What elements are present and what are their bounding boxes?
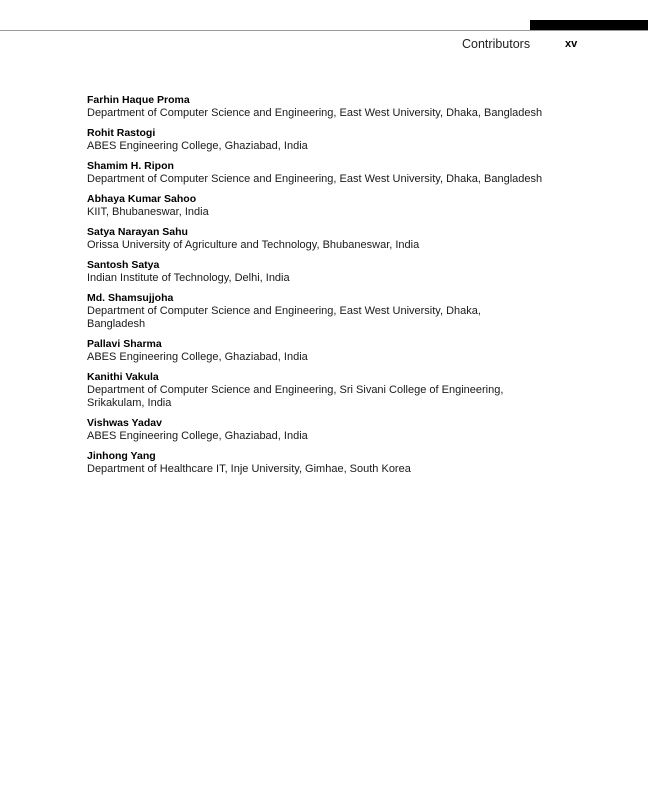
contributor-entry (87, 226, 577, 252)
page-number: xv (565, 38, 578, 50)
contributor-affiliation: KIIT, Bhubaneswar, India (87, 206, 209, 218)
contributor-affiliation: ABES Engineering College, Ghaziabad, India (87, 430, 308, 442)
contributor-entry (87, 127, 577, 153)
contributor-affiliation: ABES Engineering College, Ghaziabad, India (87, 351, 308, 363)
contributor-entry (87, 417, 577, 443)
contributor-entry (87, 371, 577, 410)
contributor-affiliation: Indian Institute of Technology, Delhi, India (87, 272, 290, 284)
contributor-entry (87, 193, 577, 219)
contributor-name: Shamim H. Ripon (87, 160, 174, 172)
contributor-entry (87, 338, 577, 364)
contributor-name: Pallavi Sharma (87, 338, 162, 350)
running-head: Contributors (462, 37, 531, 51)
contributor-name: Farhin Haque Proma (87, 94, 190, 106)
contributor-entry (87, 160, 577, 186)
header-rule (0, 30, 648, 31)
contributor-name: Jinhong Yang (87, 450, 156, 462)
contributor-name: Vishwas Yadav (87, 417, 162, 429)
contributor-affiliation: Department of Healthcare IT, Inje University, Gimhae, South Korea (87, 463, 411, 475)
contributor-entry (87, 292, 577, 331)
contributor-affiliation: ABES Engineering College, Ghaziabad, India (87, 140, 308, 152)
contributor-affiliation: Department of Computer Science and Engineering, East West University, Dhaka, Bangladesh (87, 107, 543, 119)
contributor-affiliation: Department of Computer Science and Engineering, East West University, Dhaka, Bangladesh (87, 173, 543, 185)
contributor-name: Satya Narayan Sahu (87, 226, 188, 238)
contributor-affiliation: Orissa University of Agriculture and Technology, Bhubaneswar, India (87, 239, 420, 251)
contributor-entry (87, 450, 577, 476)
contributor-name: Md. Shamsujjoha (87, 292, 174, 304)
contributor-name: Abhaya Kumar Sahoo (87, 193, 197, 205)
contributor-affiliation: Department of Computer Science and Engineering, Sri Sivani College of Engineering, Srikakulam, India (87, 384, 504, 409)
contributor-list (87, 94, 577, 483)
contributor-entry (87, 94, 577, 120)
contributor-affiliation: Department of Computer Science and Engineering, East West University, Dhaka, Bangladesh (87, 305, 481, 330)
contributor-name: Santosh Satya (87, 259, 160, 271)
contributor-name: Rohit Rastogi (87, 127, 156, 139)
contributor-name: Kanithi Vakula (87, 371, 159, 383)
contributor-entry (87, 259, 577, 285)
